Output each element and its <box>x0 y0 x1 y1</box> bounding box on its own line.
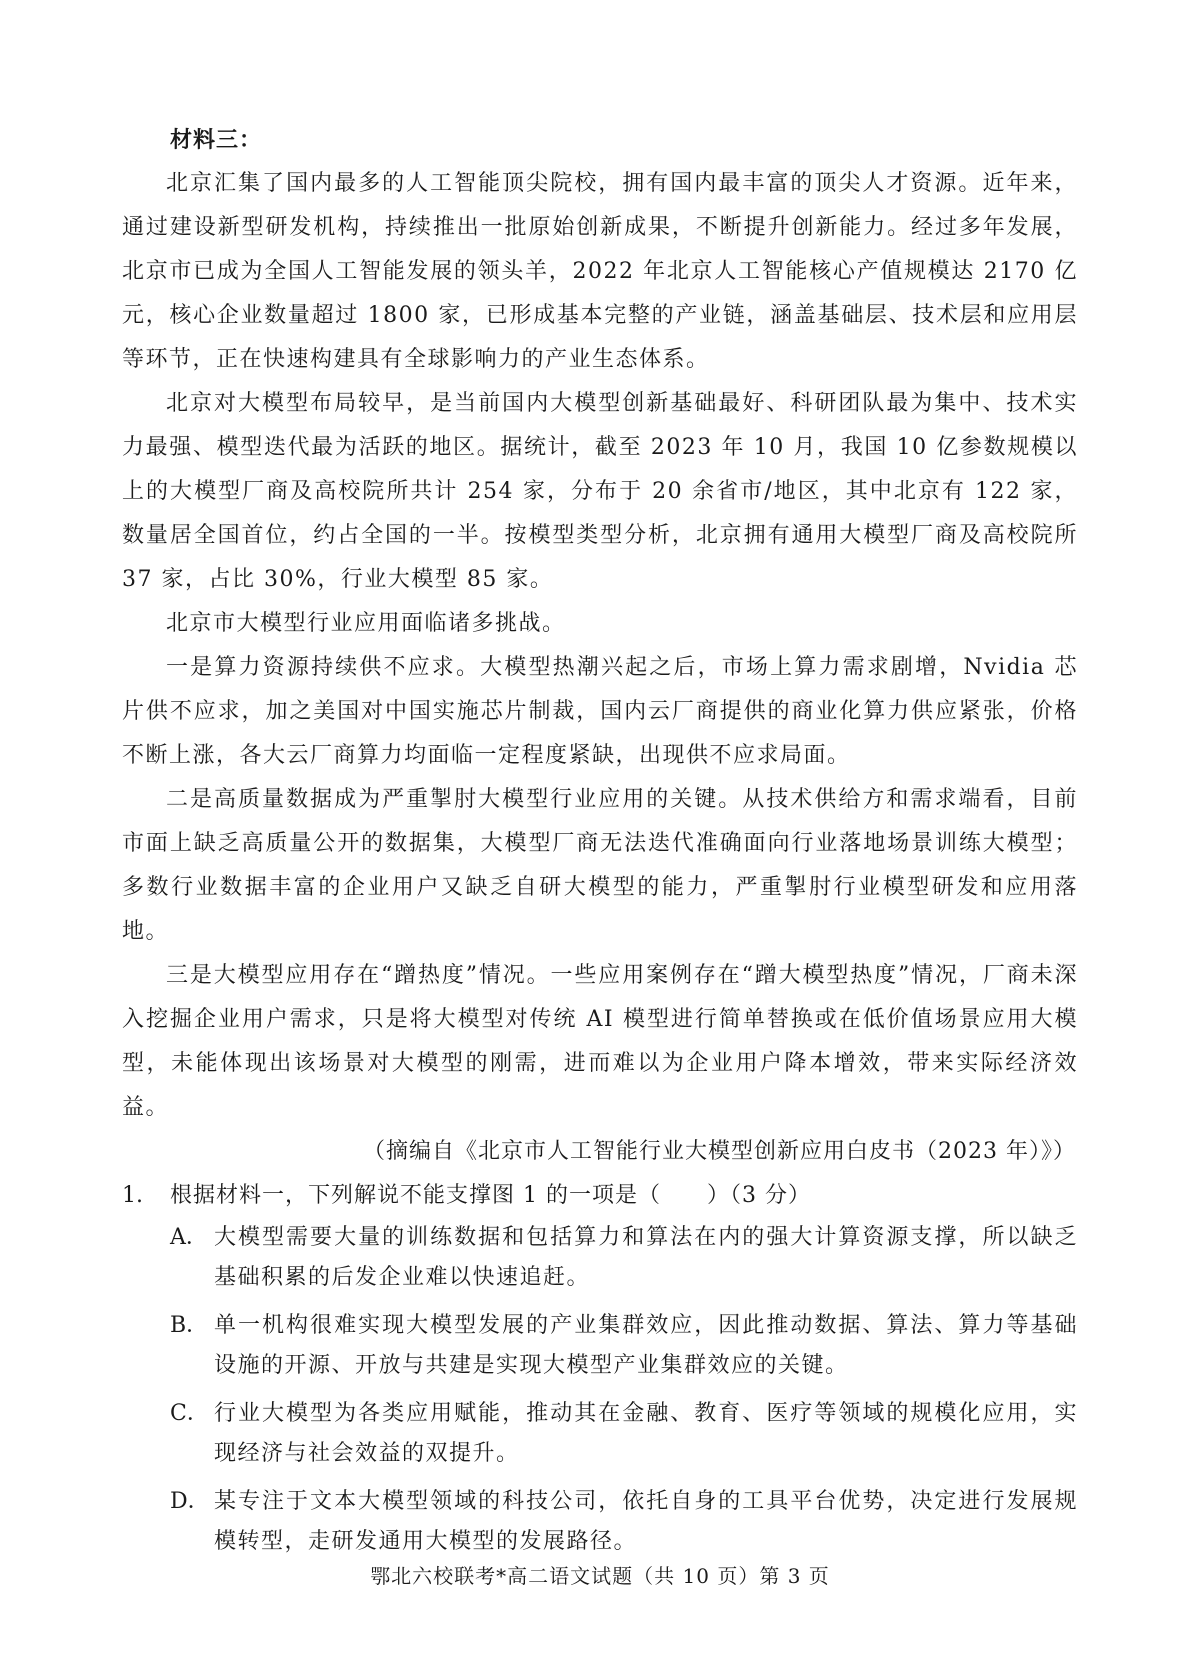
paragraph-4: 一是算力资源持续供不应求。大模型热潮兴起之后，市场上算力需求剧增，Nvidia 芯片供不应求，加之美国对中国实施芯片制裁，国内云厂商提供的商业化算力供应紧张，价格不断上涨，各大云厂商算力均面临一定程度紧缺，出现供不应求局面。 <box>122 655 1078 768</box>
option-text: 某专注于文本大模型领域的科技公司，依托自身的工具平台优势，决定进行发展规模转型，走研发通用大模型的发展路径。 <box>214 1489 1078 1554</box>
option-a <box>170 1218 1078 1298</box>
answer-options <box>122 1218 1078 1562</box>
paragraph-3: 北京市大模型行业应用面临诸多挑战。 <box>166 611 566 636</box>
paragraph-2: 北京对大模型布局较早，是当前国内大模型创新基础最好、科研团队最为集中、技术实力最强、模型迭代最为活跃的地区。据统计，截至 2023 年 10 月，我国 10 亿参数规模以上的大模型厂商及高校院所共计 254 家，分布于 20 余省市/地区，其中北京有 122 家，数量居全国首位，约占全国的一半。按模型类型分析，北京拥有通用大模型厂商及高校院所 37 家，占比 30%，行业大模型 85 家。 <box>122 391 1078 592</box>
option-letter: B． <box>170 1313 209 1338</box>
option-b <box>170 1306 1078 1386</box>
option-text: 大模型需要大量的训练数据和包括算力和算法在内的强大计算资源支撑，所以缺乏基础积累的后发企业难以快速追赶。 <box>214 1225 1078 1290</box>
source-citation: （摘编自《北京市人工智能行业大模型创新应用白皮书（2023 年）》） <box>363 1139 1076 1164</box>
question-text: 根据材料一，下列解说不能支撑图 1 的一项是（ ）（3 分） <box>170 1183 811 1208</box>
paragraph-6: 三是大模型应用存在“蹭热度”情况。一些应用案例存在“蹭大模型热度”情况，厂商未深入挖掘企业用户需求，只是将大模型对传统 AI 模型进行简单替换或在低价值场景应用大模型，未能体现出该场景对大模型的刚需，进而难以为企业用户降本增效，带来实际经济效益。 <box>122 963 1078 1120</box>
option-text: 行业大模型为各类应用赋能，推动其在金融、教育、医疗等领域的规模化应用，实现经济与社会效益的双提升。 <box>214 1401 1078 1466</box>
page-content <box>122 118 1078 1570</box>
option-letter: C． <box>170 1401 209 1426</box>
paragraph-5: 二是高质量数据成为严重掣肘大模型行业应用的关键。从技术供给方和需求端看，目前市面上缺乏高质量公开的数据集，大模型厂商无法迭代准确面向行业落地场景训练大模型；多数行业数据丰富的企业用户又缺乏自研大模型的能力，严重掣肘行业模型研发和应用落地。 <box>122 787 1078 944</box>
paragraph-1: 北京汇集了国内最多的人工智能顶尖院校，拥有国内最丰富的顶尖人才资源。近年来，通过建设新型研发机构，持续推出一批原始创新成果，不断提升创新能力。经过多年发展，北京市已成为全国人工智能发展的领头羊，2022 年北京人工智能核心产值规模达 2170 亿元，核心企业数量超过 1800 家，已形成基本完整的产业链，涵盖基础层、技术层和应用层等环节，正在快速构建具有全球影响力的产业生态体系。 <box>122 171 1078 372</box>
option-letter: A． <box>170 1225 208 1250</box>
question-1 <box>122 1174 1078 1218</box>
option-letter: D． <box>170 1489 210 1514</box>
section-title: 材料三： <box>170 127 263 153</box>
option-d <box>170 1482 1078 1562</box>
option-text: 单一机构很难实现大模型发展的产业集群效应，因此推动数据、算法、算力等基础设施的开源、开放与共建是实现大模型产业集群效应的关键。 <box>214 1313 1078 1378</box>
question-number: 1. <box>122 1183 143 1208</box>
page-footer: 鄂北六校联考*高二语文试题（共 10 页）第 3 页 <box>370 1564 830 1588</box>
option-c <box>170 1394 1078 1474</box>
